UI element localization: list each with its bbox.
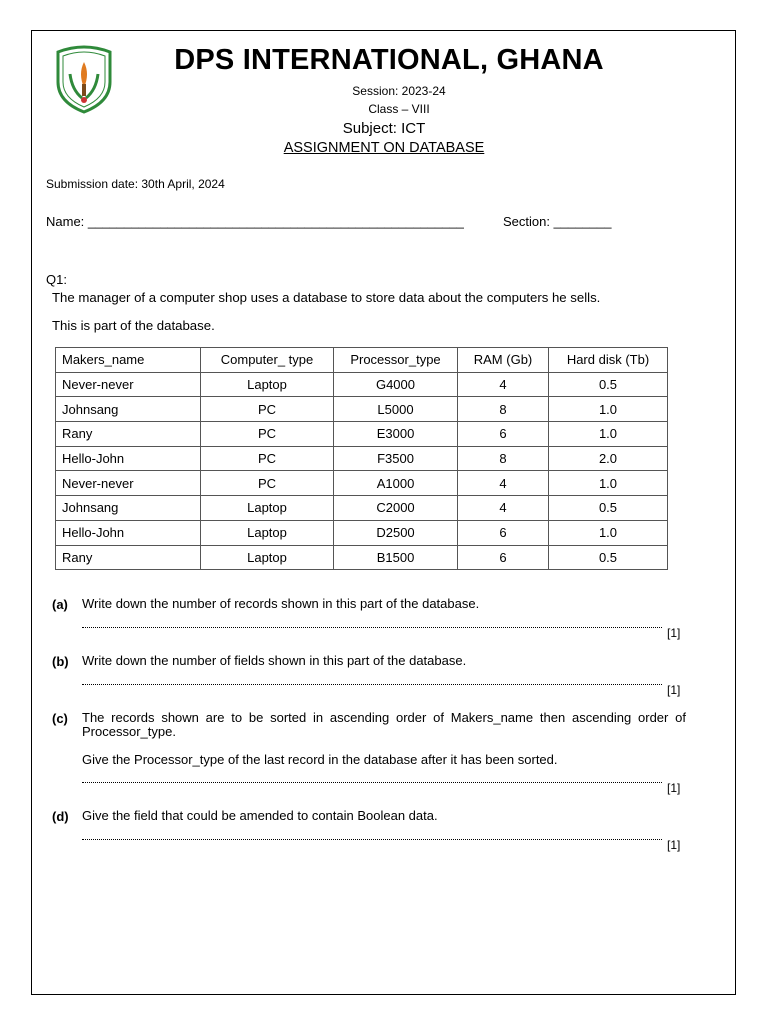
table-header-row xyxy=(56,348,668,373)
table-cell: 1.0 xyxy=(549,397,668,422)
table-cell: Johnsang xyxy=(56,397,201,422)
table-cell: Hello-John xyxy=(56,520,201,545)
table-cell: 6 xyxy=(458,520,549,545)
question-1-intro: The manager of a computer shop uses a database to store data about the computers he sells. xyxy=(52,290,601,305)
table-cell: F3500 xyxy=(334,446,458,471)
table-cell: Never-never xyxy=(56,372,201,397)
table-row xyxy=(56,520,668,545)
table-cell: 1.0 xyxy=(549,520,668,545)
table-cell: 1.0 xyxy=(549,471,668,496)
answer-line-c[interactable] xyxy=(82,781,662,783)
column-header: Hard disk (Tb) xyxy=(549,348,668,373)
table-cell: Laptop xyxy=(201,545,334,570)
subquestion-c-mark: [1] xyxy=(667,781,681,795)
table-row xyxy=(56,422,668,447)
table-cell: 0.5 xyxy=(549,496,668,521)
table-row xyxy=(56,397,668,422)
table-cell: 6 xyxy=(458,545,549,570)
table-cell: 2.0 xyxy=(549,446,668,471)
computers-database-table xyxy=(55,347,668,570)
answer-line-d[interactable] xyxy=(82,838,662,840)
table-cell: 4 xyxy=(458,496,549,521)
table-cell: 4 xyxy=(458,372,549,397)
subquestion-b-label: (b) xyxy=(52,654,69,669)
school-name: DPS INTERNATIONAL, GHANA xyxy=(174,44,604,76)
table-cell: Rany xyxy=(56,545,201,570)
column-header: RAM (Gb) xyxy=(458,348,549,373)
table-cell: PC xyxy=(201,397,334,422)
table-cell: L5000 xyxy=(334,397,458,422)
table-cell: Laptop xyxy=(201,372,334,397)
table-cell: PC xyxy=(201,422,334,447)
subquestion-d-label: (d) xyxy=(52,809,69,824)
subquestion-a-mark: [1] xyxy=(667,626,681,640)
table-cell: Johnsang xyxy=(56,496,201,521)
answer-line-b[interactable] xyxy=(82,683,662,685)
subject-text: Subject: ICT xyxy=(342,120,426,137)
column-header: Processor_type xyxy=(334,348,458,373)
table-cell: C2000 xyxy=(334,496,458,521)
section-field-label: Section: ________ xyxy=(503,214,612,229)
table-cell: 0.5 xyxy=(549,372,668,397)
submission-date: Submission date: 30th April, 2024 xyxy=(46,177,225,191)
table-cell: 8 xyxy=(458,397,549,422)
table-row xyxy=(56,496,668,521)
table-cell: 0.5 xyxy=(549,545,668,570)
table-cell: PC xyxy=(201,471,334,496)
question-1-label: Q1: xyxy=(46,272,67,287)
subquestion-a-label: (a) xyxy=(52,597,68,612)
table-cell: Laptop xyxy=(201,496,334,521)
subquestion-c-label: (c) xyxy=(52,711,68,726)
assignment-title: ASSIGNMENT ON DATABASE xyxy=(283,140,485,156)
table-cell: 8 xyxy=(458,446,549,471)
table-cell: 1.0 xyxy=(549,422,668,447)
subquestion-d-text: Give the field that could be amended to contain Boolean data. xyxy=(82,808,438,823)
table-cell: D2500 xyxy=(334,520,458,545)
subquestion-b-mark: [1] xyxy=(667,683,681,697)
table-cell: Never-never xyxy=(56,471,201,496)
subquestion-a-text: Write down the number of records shown in this part of the database. xyxy=(82,596,480,611)
table-row xyxy=(56,471,668,496)
table-row xyxy=(56,372,668,397)
question-1-intro-2: This is part of the database. xyxy=(52,318,215,333)
session-text: Session: 2023-24 xyxy=(352,84,446,98)
subquestion-c-text-2: Give the Processor_type of the last record in the database after it has been sorted. xyxy=(82,752,558,767)
table-row xyxy=(56,446,668,471)
table-cell: PC xyxy=(201,446,334,471)
table-cell: Laptop xyxy=(201,520,334,545)
table-cell: 4 xyxy=(458,471,549,496)
table-cell: Rany xyxy=(56,422,201,447)
table-row xyxy=(56,545,668,570)
class-text: Class – VIII xyxy=(368,102,430,116)
name-field-label: Name: ____________________________________________________ xyxy=(46,214,464,229)
column-header: Makers_name xyxy=(56,348,201,373)
subquestion-c-text: The records shown are to be sorted in ascending order of Makers_name then ascending order of Processor_type. xyxy=(82,710,686,739)
table-cell: B1500 xyxy=(334,545,458,570)
table-cell: Hello-John xyxy=(56,446,201,471)
table-cell: 6 xyxy=(458,422,549,447)
answer-line-a[interactable] xyxy=(82,626,662,628)
table-cell: A1000 xyxy=(334,471,458,496)
column-header: Computer_ type xyxy=(201,348,334,373)
subquestion-b-text: Write down the number of fields shown in this part of the database. xyxy=(82,653,467,668)
subquestion-d-mark: [1] xyxy=(667,838,681,852)
table-cell: G4000 xyxy=(334,372,458,397)
table-cell: E3000 xyxy=(334,422,458,447)
